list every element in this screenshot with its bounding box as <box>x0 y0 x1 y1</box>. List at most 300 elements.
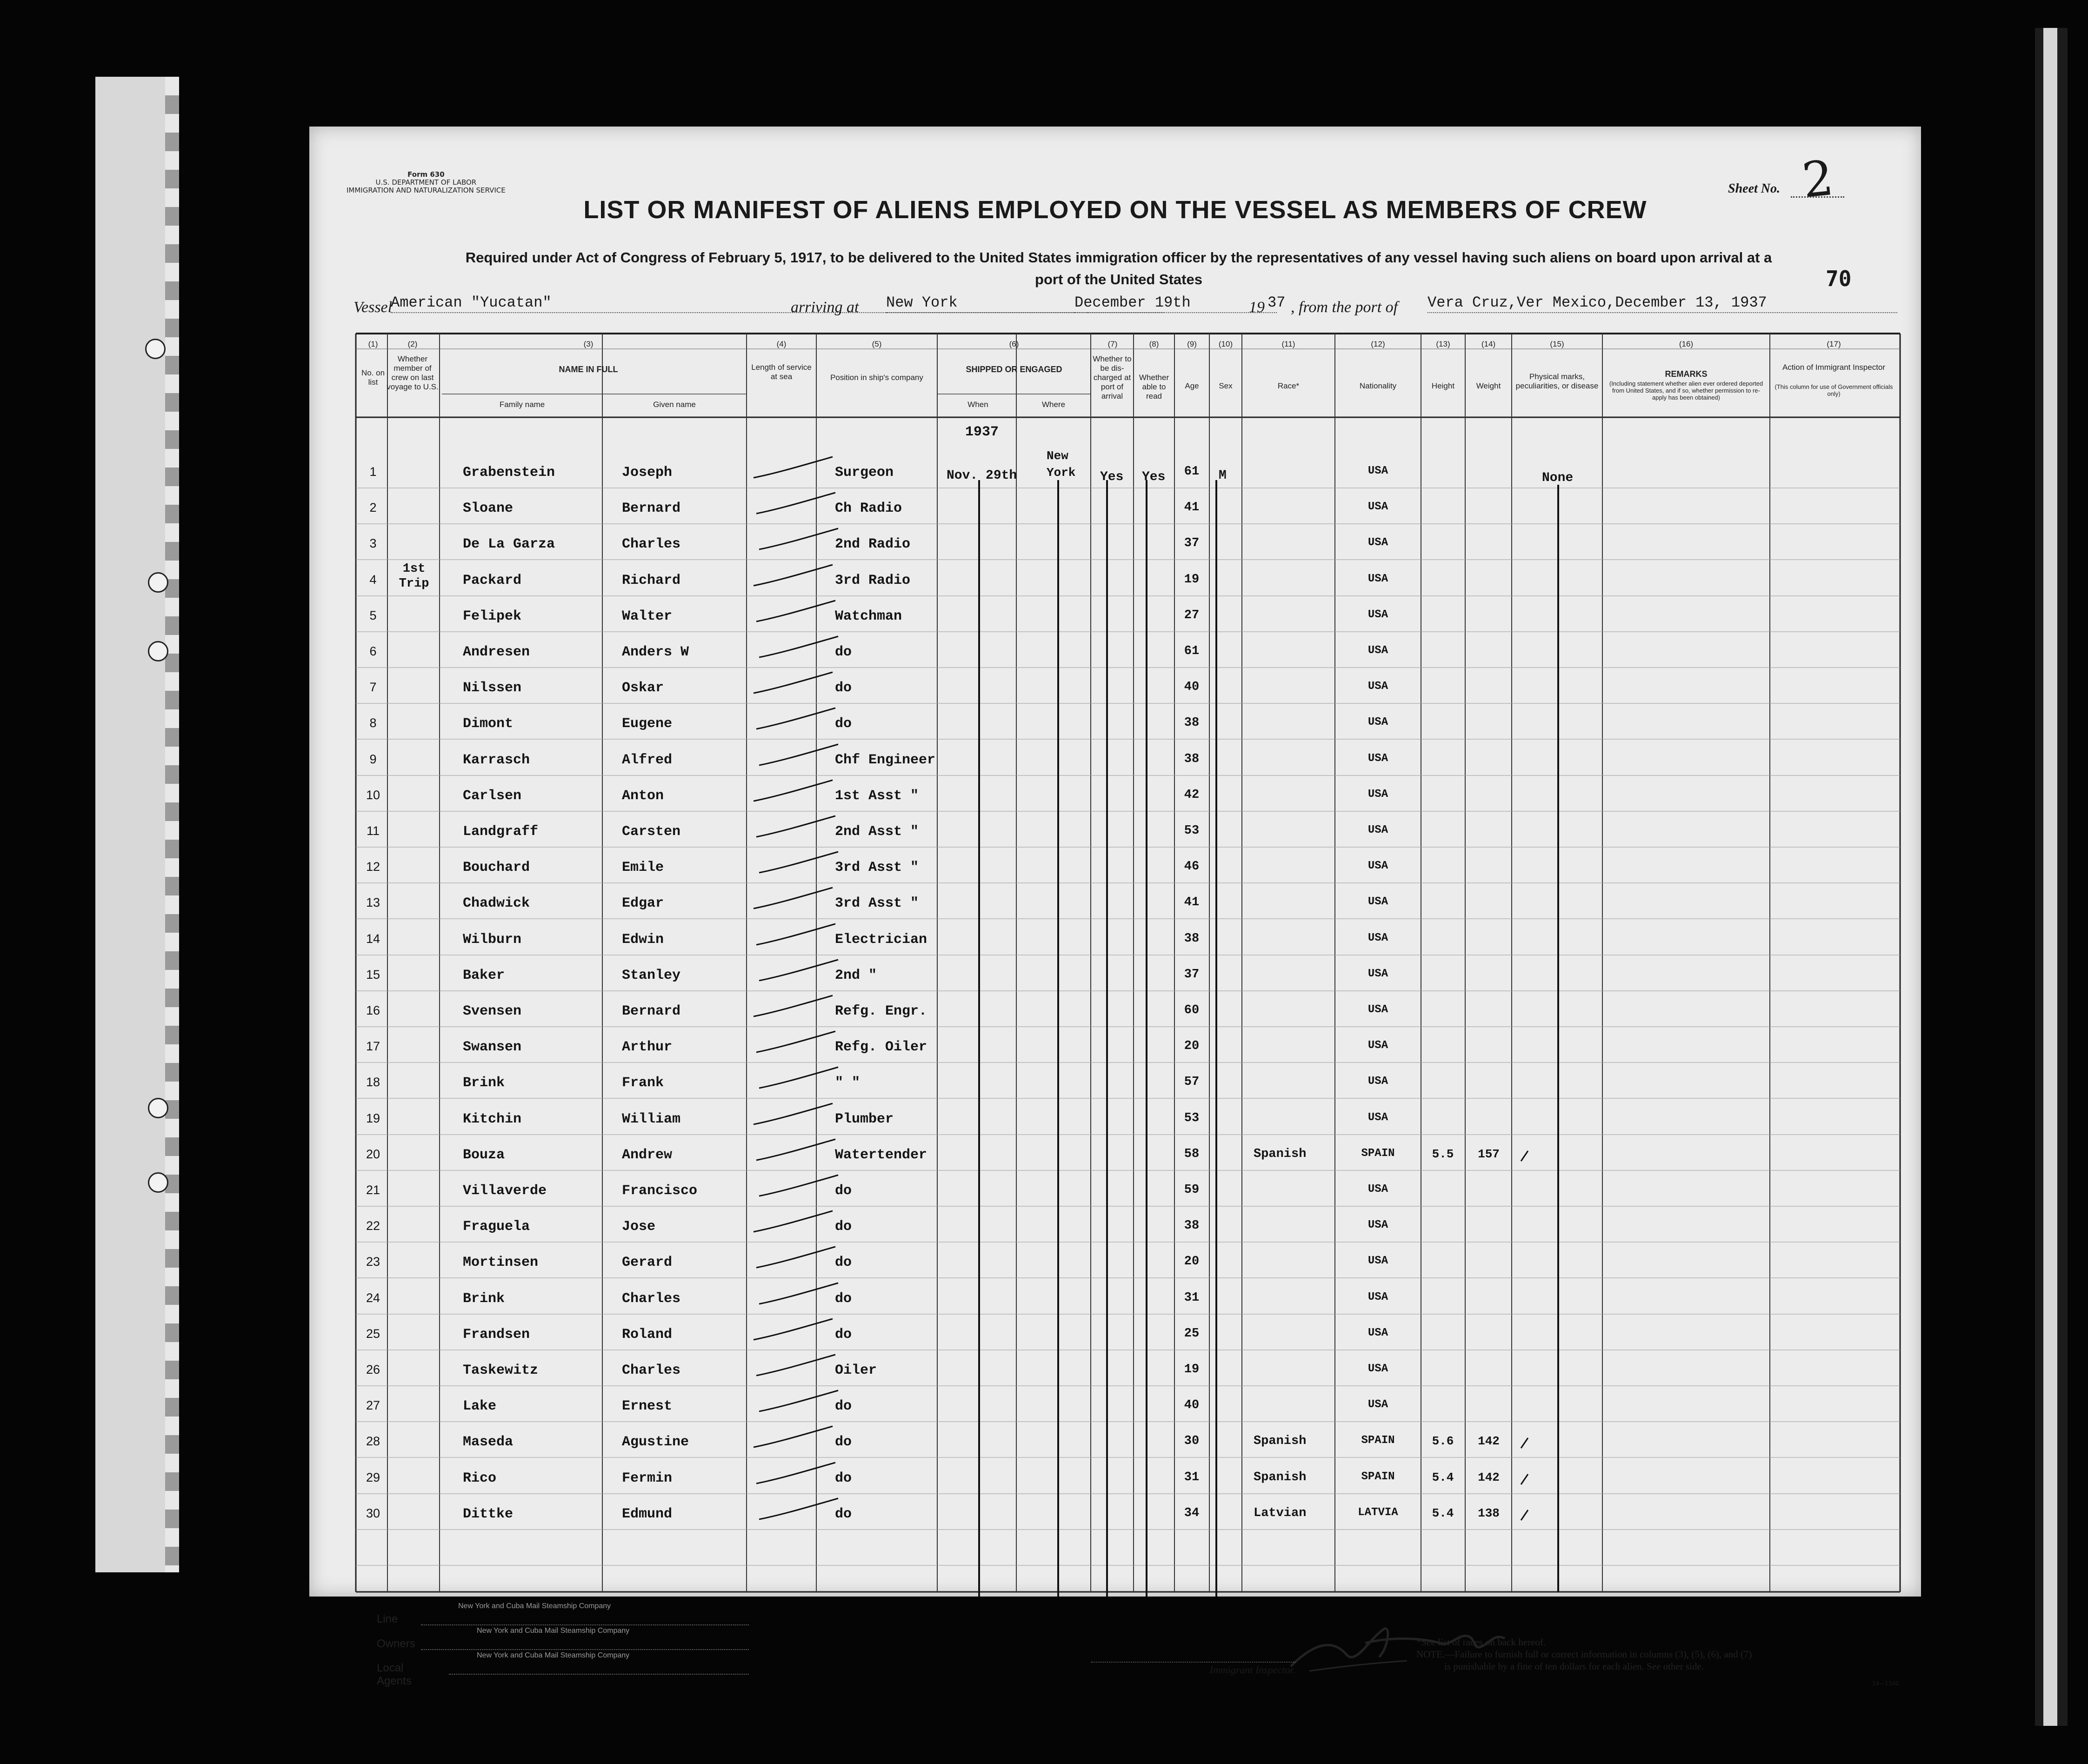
given-name: Joseph <box>622 465 673 481</box>
col-2-header: Whether member of crew on last voyage to U.S. <box>387 354 439 391</box>
ship-position: 2nd Radio <box>835 536 911 552</box>
family-name: Frandsen <box>463 1327 530 1343</box>
owners-value: New York and Cuba Mail Steamship Company <box>421 1627 749 1650</box>
col-10-header: Sex <box>1219 381 1233 390</box>
age-value: 38 <box>1184 752 1200 766</box>
year-value: 37 <box>1267 294 1286 311</box>
nationality-value: USA <box>1368 1183 1388 1196</box>
nationality-value: USA <box>1368 608 1388 621</box>
family-name: Carlsen <box>463 788 522 804</box>
service-checkmark <box>756 493 835 514</box>
from-port-label: , from the port of <box>1291 299 1398 316</box>
given-name: Oskar <box>622 680 664 696</box>
nationality-value: USA <box>1368 1291 1388 1303</box>
form-header-block <box>347 171 506 194</box>
service-checkmark <box>759 1283 838 1304</box>
page-stamp: 70 <box>1826 266 1852 291</box>
ship-position: do <box>835 716 852 732</box>
age-value: 20 <box>1184 1255 1200 1269</box>
service-checkmark <box>759 744 838 765</box>
family-name: Lake <box>463 1398 497 1414</box>
weight-value: 142 <box>1478 1434 1500 1448</box>
given-name: Arthur <box>622 1039 673 1055</box>
nationality-value: USA <box>1368 1327 1388 1339</box>
ship-position: Ch Radio <box>835 501 902 516</box>
age-value: 20 <box>1184 1039 1200 1053</box>
service-checkmark <box>754 1426 833 1447</box>
age-value: 30 <box>1184 1434 1200 1448</box>
col-6a-header: When <box>967 400 988 409</box>
row-number: 4 <box>369 573 377 587</box>
age-value: 42 <box>1184 788 1200 802</box>
service-checkmark <box>754 565 833 586</box>
given-name: Francisco <box>622 1183 698 1199</box>
given-name: Frank <box>622 1075 664 1091</box>
service-checkmark <box>756 1463 835 1483</box>
given-name: Anders W <box>622 644 689 660</box>
service-checkmark <box>754 457 833 478</box>
row-number: 16 <box>366 1003 380 1017</box>
col-3b-header: Given name <box>653 400 696 409</box>
age-value: 41 <box>1184 501 1200 514</box>
family-name: Baker <box>463 968 505 983</box>
family-name: Mortinsen <box>463 1255 539 1270</box>
nationality-value: USA <box>1368 824 1388 836</box>
row-number: 30 <box>366 1506 380 1520</box>
given-name: Alfred <box>622 752 673 768</box>
agents-label: Local Agents <box>377 1662 412 1687</box>
family-name: Andresen <box>463 644 530 660</box>
given-name: Emile <box>622 860 664 875</box>
service-checkmark <box>759 1390 838 1411</box>
race-value: Spanish <box>1254 1470 1307 1484</box>
weight-checkmark <box>1521 1510 1528 1520</box>
row-number: 26 <box>366 1363 380 1376</box>
service-checkmark <box>756 1031 835 1052</box>
row-number: 14 <box>366 932 380 946</box>
col-12-number: (12) <box>1371 340 1385 348</box>
ship-position: do <box>835 1183 852 1199</box>
given-name: Roland <box>622 1327 673 1343</box>
family-name: Nilssen <box>463 680 522 696</box>
ship-position: Surgeon <box>835 465 894 481</box>
given-name: Carsten <box>622 824 681 840</box>
nationality-value: USA <box>1368 644 1388 657</box>
footnote <box>1416 1636 1881 1672</box>
vessel-label: Vessel <box>354 299 393 316</box>
row-number: 23 <box>366 1255 380 1269</box>
family-name: Villaverde <box>463 1183 547 1199</box>
family-name: Landgraff <box>463 824 539 840</box>
given-name: Edwin <box>622 932 664 948</box>
row-number: 15 <box>366 968 380 982</box>
row-number: 21 <box>366 1183 380 1197</box>
weight-checkmark <box>1521 1474 1528 1484</box>
family-name: Maseda <box>463 1434 514 1450</box>
col-13-number: (13) <box>1436 340 1450 348</box>
race-value: Spanish <box>1254 1147 1307 1161</box>
age-value: 19 <box>1184 1363 1200 1376</box>
ship-position: do <box>835 1327 852 1343</box>
ship-position: Oiler <box>835 1363 877 1378</box>
ship-position: 3rd Radio <box>835 573 911 588</box>
binder-hole-icon <box>145 339 166 359</box>
age-value: 40 <box>1184 1398 1200 1412</box>
ship-position: 1st Asst " <box>835 788 919 804</box>
age-value: 53 <box>1184 824 1200 838</box>
col-1-number: (1) <box>368 340 378 348</box>
given-name: Charles <box>622 1291 681 1307</box>
ship-position: do <box>835 1291 852 1307</box>
ship-position: Refg. Engr. <box>835 1003 927 1019</box>
footnote-line-3: is punishable by a fine of ten dollars for each alien. See other side. <box>1444 1661 1704 1672</box>
ship-position: Watertender <box>835 1147 927 1163</box>
given-name: William <box>622 1111 681 1127</box>
given-name: Richard <box>622 573 681 588</box>
family-name: Svensen <box>463 1003 522 1019</box>
col-3-number: (3) <box>583 340 594 348</box>
nationality-value: SPAIN <box>1361 1470 1395 1483</box>
col-5-header: Position in ship's company <box>830 373 923 382</box>
row-number: 5 <box>369 608 377 622</box>
discharged-value: Yes <box>1100 470 1124 484</box>
arriving-label: arriving at <box>791 299 859 316</box>
family-name: Bouza <box>463 1147 505 1163</box>
nationality-value: USA <box>1368 1039 1388 1052</box>
arriving-port: New York <box>886 294 1165 313</box>
form-code: 14—1340 <box>1872 1680 1899 1687</box>
age-value: 58 <box>1184 1147 1200 1161</box>
col-17-subheader: (This column for use of Government officials only) <box>1774 383 1893 397</box>
nationality-value: USA <box>1368 465 1388 477</box>
row-number: 19 <box>366 1111 380 1125</box>
age-value: 57 <box>1184 1075 1200 1089</box>
col-15-number: (15) <box>1550 340 1564 348</box>
service-checkmark <box>759 1067 838 1088</box>
ship-position: Electrician <box>835 932 927 948</box>
col-17-header: Action of Immigrant Inspector <box>1782 363 1886 372</box>
ship-position: do <box>835 1398 852 1414</box>
scan-film-edge-left <box>95 77 179 1572</box>
footnote-line-1: *See list of races on back hereof. <box>1416 1637 1546 1648</box>
col-10-number: (10) <box>1218 340 1233 348</box>
family-name: Sloane <box>463 501 514 516</box>
given-name: Bernard <box>622 501 681 516</box>
col-9-number: (9) <box>1187 340 1197 348</box>
weight-value: 138 <box>1478 1506 1500 1520</box>
age-value: 41 <box>1184 895 1200 909</box>
age-value: 53 <box>1184 1111 1200 1125</box>
col-14-number: (14) <box>1481 340 1496 348</box>
row-number: 11 <box>366 824 380 838</box>
service-checkmark <box>759 852 838 873</box>
given-name: Ernest <box>622 1398 673 1414</box>
row-number: 13 <box>366 895 380 909</box>
race-value: Latvian <box>1254 1506 1307 1520</box>
age-value: 46 <box>1184 860 1200 874</box>
height-value: 5.5 <box>1432 1147 1454 1161</box>
nationality-value: USA <box>1368 680 1388 693</box>
last-voyage-note: 1st Trip <box>399 562 429 591</box>
age-value: 34 <box>1184 1506 1200 1520</box>
col-6b-header: Where <box>1041 400 1066 409</box>
family-name: Grabenstein <box>463 465 555 481</box>
service-checkmark <box>756 816 835 837</box>
nationality-value: USA <box>1368 1363 1388 1375</box>
row-number: 9 <box>369 752 377 766</box>
age-value: 38 <box>1184 716 1200 730</box>
nationality-value: USA <box>1368 1219 1388 1231</box>
binder-hole-icon <box>148 1172 168 1193</box>
row-number: 7 <box>369 680 377 694</box>
year-prefix: 19 <box>1249 299 1265 316</box>
owners-label: Owners <box>377 1637 415 1650</box>
age-value: 60 <box>1184 1003 1200 1017</box>
age-value: 31 <box>1184 1470 1200 1484</box>
family-name: Brink <box>463 1075 505 1091</box>
col-4-number: (4) <box>776 340 787 348</box>
service-checkmark <box>754 996 833 1016</box>
subtitle-line-1: Required under Act of Congress of February 5, 1917, to be delivered to the United States immigration officer by the representatives of any vessel having such aliens on board upon arrival at a <box>465 249 1772 266</box>
nationality-value: SPAIN <box>1361 1434 1395 1447</box>
ship-position: Plumber <box>835 1111 894 1127</box>
sheet-number: 2 <box>1799 149 1836 209</box>
service-checkmark <box>756 708 835 729</box>
page-title: LIST OR MANIFEST OF ALIENS EMPLOYED ON THE VESSEL AS MEMBERS OF CREW <box>583 196 1647 224</box>
given-name: Agustine <box>622 1434 689 1450</box>
form-number: Form 630 <box>407 170 445 179</box>
service-checkmark <box>756 601 835 621</box>
family-name: Dimont <box>463 716 514 732</box>
service-checkmark <box>759 1175 838 1196</box>
given-name: Charles <box>622 1363 681 1378</box>
col-11-number: (11) <box>1281 340 1295 348</box>
age-value: 38 <box>1184 932 1200 946</box>
given-name: Anton <box>622 788 664 804</box>
given-name: Bernard <box>622 1003 681 1019</box>
service-checkmark <box>754 1211 833 1232</box>
service-checkmark <box>754 888 833 909</box>
col-12-header: Nationality <box>1359 381 1397 390</box>
row-number: 20 <box>366 1147 380 1161</box>
binder-hole-icon <box>148 572 168 593</box>
row-number: 2 <box>369 501 377 514</box>
vessel-name: American "Yucatan" <box>391 294 1088 313</box>
age-value: 61 <box>1184 644 1200 658</box>
service-checkmark <box>754 1319 833 1340</box>
nationality-value: USA <box>1368 752 1388 765</box>
nationality-value: USA <box>1368 860 1388 872</box>
service-checkmark <box>759 1498 838 1519</box>
ship-position: do <box>835 1219 852 1235</box>
ship-position: 2nd Asst " <box>835 824 919 840</box>
service-checkmark <box>759 636 838 657</box>
service-checkmark <box>759 960 838 981</box>
given-name: Stanley <box>622 968 681 983</box>
given-name: Jose <box>622 1219 656 1235</box>
binder-hole-icon <box>148 1098 168 1118</box>
ship-position: 3rd Asst " <box>835 860 919 875</box>
col-8-number: (8) <box>1149 340 1159 348</box>
family-name: Taskewitz <box>463 1363 539 1378</box>
line-value: New York and Cuba Mail Steamship Company <box>421 1602 749 1625</box>
nationality-value: SPAIN <box>1361 1147 1395 1160</box>
nationality-value: USA <box>1368 1003 1388 1016</box>
sex-value: M <box>1219 468 1227 483</box>
ship-position: Watchman <box>835 608 902 624</box>
service-checkmark <box>756 924 835 945</box>
nationality-value: USA <box>1368 932 1388 944</box>
row-number: 18 <box>366 1075 380 1089</box>
height-value: 5.4 <box>1432 1470 1454 1484</box>
col-2-number: (2) <box>407 340 418 348</box>
family-name: Felipek <box>463 608 522 624</box>
agents-value: New York and Cuba Mail Steamship Company <box>449 1651 749 1675</box>
col-6-header: SHIPPED OR ENGAGED <box>966 365 1062 374</box>
col-3a-header: Family name <box>499 400 545 409</box>
service-name: IMMIGRATION AND NATURALIZATION SERVICE <box>347 186 506 194</box>
nationality-value: USA <box>1368 1255 1388 1267</box>
ship-position: Chf Engineer <box>835 752 936 768</box>
row-number: 25 <box>366 1327 380 1341</box>
col-7-number: (7) <box>1107 340 1118 348</box>
year-written: 1937 <box>965 424 999 440</box>
col-5-number: (5) <box>872 340 882 348</box>
nationality-value: USA <box>1368 1398 1388 1411</box>
shipped-where: New York <box>1047 449 1076 480</box>
nationality-value: USA <box>1368 895 1388 908</box>
department-name: U.S. DEPARTMENT OF LABOR <box>375 178 477 187</box>
ship-position: do <box>835 1506 852 1522</box>
manifest-sheet <box>309 127 1921 1687</box>
family-name: Brink <box>463 1291 505 1307</box>
from-port-value: Vera Cruz,Ver Mexico,December 13, 1937 <box>1428 294 1897 313</box>
race-value: Spanish <box>1254 1434 1307 1448</box>
vessel-info-line <box>309 290 1921 318</box>
row-number: 10 <box>366 788 380 802</box>
sheet-label: Sheet No. <box>1728 181 1780 196</box>
height-value: 5.4 <box>1432 1506 1454 1520</box>
ship-position: " " <box>835 1075 861 1091</box>
col-15-header: Physical marks, peculiarities, or disease <box>1515 372 1599 390</box>
col-11-header: Race* <box>1277 381 1300 390</box>
binder-hole-icon <box>148 641 168 662</box>
row-number: 29 <box>366 1470 380 1484</box>
ship-position: do <box>835 680 852 696</box>
family-name: Chadwick <box>463 895 530 911</box>
col-4-header: Length of service at sea <box>751 363 812 381</box>
family-name: Dittke <box>463 1506 514 1522</box>
row-number: 17 <box>366 1039 380 1053</box>
weight-checkmark <box>1521 1438 1528 1448</box>
nationality-value: USA <box>1368 716 1388 728</box>
given-name: Andrew <box>622 1147 673 1163</box>
family-name: Fraguela <box>463 1219 530 1235</box>
col-3-header: NAME IN FULL <box>559 365 618 374</box>
family-name: De La Garza <box>463 536 555 552</box>
service-checkmark <box>756 1247 835 1268</box>
age-value: 19 <box>1184 573 1200 587</box>
shipped-when: Nov. 29th <box>947 468 1017 483</box>
ship-position: 3rd Asst " <box>835 895 919 911</box>
service-checkmark <box>754 780 833 801</box>
row-number: 3 <box>369 536 377 550</box>
row-number: 22 <box>366 1219 380 1233</box>
row-number: 1 <box>369 465 377 479</box>
given-name: Gerard <box>622 1255 673 1270</box>
physical-marks-value: None <box>1542 471 1574 485</box>
family-name: Wilburn <box>463 932 522 948</box>
given-name: Eugene <box>622 716 673 732</box>
weight-value: 142 <box>1478 1470 1500 1484</box>
age-value: 37 <box>1184 968 1200 982</box>
family-name: Karrasch <box>463 752 530 768</box>
col-14-header: Weight <box>1476 381 1501 390</box>
able-to-read-value: Yes <box>1142 470 1166 484</box>
nationality-value: LATVIA <box>1358 1506 1398 1519</box>
nationality-value: USA <box>1368 501 1388 513</box>
service-checkmark <box>756 1139 835 1160</box>
col-17-number: (17) <box>1827 340 1841 348</box>
line-label: Line <box>377 1613 398 1625</box>
age-value: 37 <box>1184 536 1200 550</box>
row-number: 27 <box>366 1398 380 1412</box>
service-checkmark <box>756 1355 835 1376</box>
row-number: 6 <box>369 644 377 658</box>
row-number: 24 <box>366 1291 380 1305</box>
col-16-subheader: (Including statement whether alien ever ordered deported from United States, and if so, whether permission to re-apply has been obtained) <box>1609 380 1763 401</box>
family-name: Rico <box>463 1470 497 1486</box>
age-value: 38 <box>1184 1219 1200 1233</box>
weight-checkmark <box>1521 1151 1528 1161</box>
given-name: Fermin <box>622 1470 673 1486</box>
family-name: Packard <box>463 573 522 588</box>
nationality-value: USA <box>1368 1075 1388 1088</box>
family-name: Swansen <box>463 1039 522 1055</box>
family-name: Kitchin <box>463 1111 522 1127</box>
given-name: Charles <box>622 536 681 552</box>
footnote-line-2: NOTE.—Failure to furnish full or correct information in columns (3), (5), (6), and (7) <box>1416 1649 1752 1660</box>
age-value: 61 <box>1184 465 1200 479</box>
col-13-header: Height <box>1431 381 1455 390</box>
subtitle-line-2: port of the United States <box>1035 271 1202 287</box>
age-value: 59 <box>1184 1183 1200 1197</box>
ship-position: do <box>835 1255 852 1270</box>
row-number: 12 <box>366 860 380 874</box>
col-16-number: (16) <box>1679 340 1694 348</box>
family-name: Bouchard <box>463 860 530 875</box>
age-value: 27 <box>1184 608 1200 622</box>
page-subtitle <box>374 247 1863 290</box>
col-9-header: Age <box>1185 381 1199 390</box>
arrival-date: December 19th <box>1074 294 1277 313</box>
col-1-header: No. on list <box>361 368 385 387</box>
nationality-value: USA <box>1368 968 1388 980</box>
given-name: Edgar <box>622 895 664 911</box>
nationality-value: USA <box>1368 573 1388 585</box>
service-checkmark <box>759 528 838 549</box>
service-checkmark <box>754 672 833 693</box>
service-checkmark <box>754 1103 833 1124</box>
scan-film-edge-right <box>2035 28 2068 1726</box>
given-name: Walter <box>622 608 673 624</box>
given-name: Edmund <box>622 1506 673 1522</box>
weight-value: 157 <box>1478 1147 1500 1161</box>
nationality-value: USA <box>1368 788 1388 801</box>
col-6-number: (6) <box>1009 340 1019 348</box>
nationality-value: USA <box>1368 536 1388 549</box>
ship-position: 2nd " <box>835 968 877 983</box>
